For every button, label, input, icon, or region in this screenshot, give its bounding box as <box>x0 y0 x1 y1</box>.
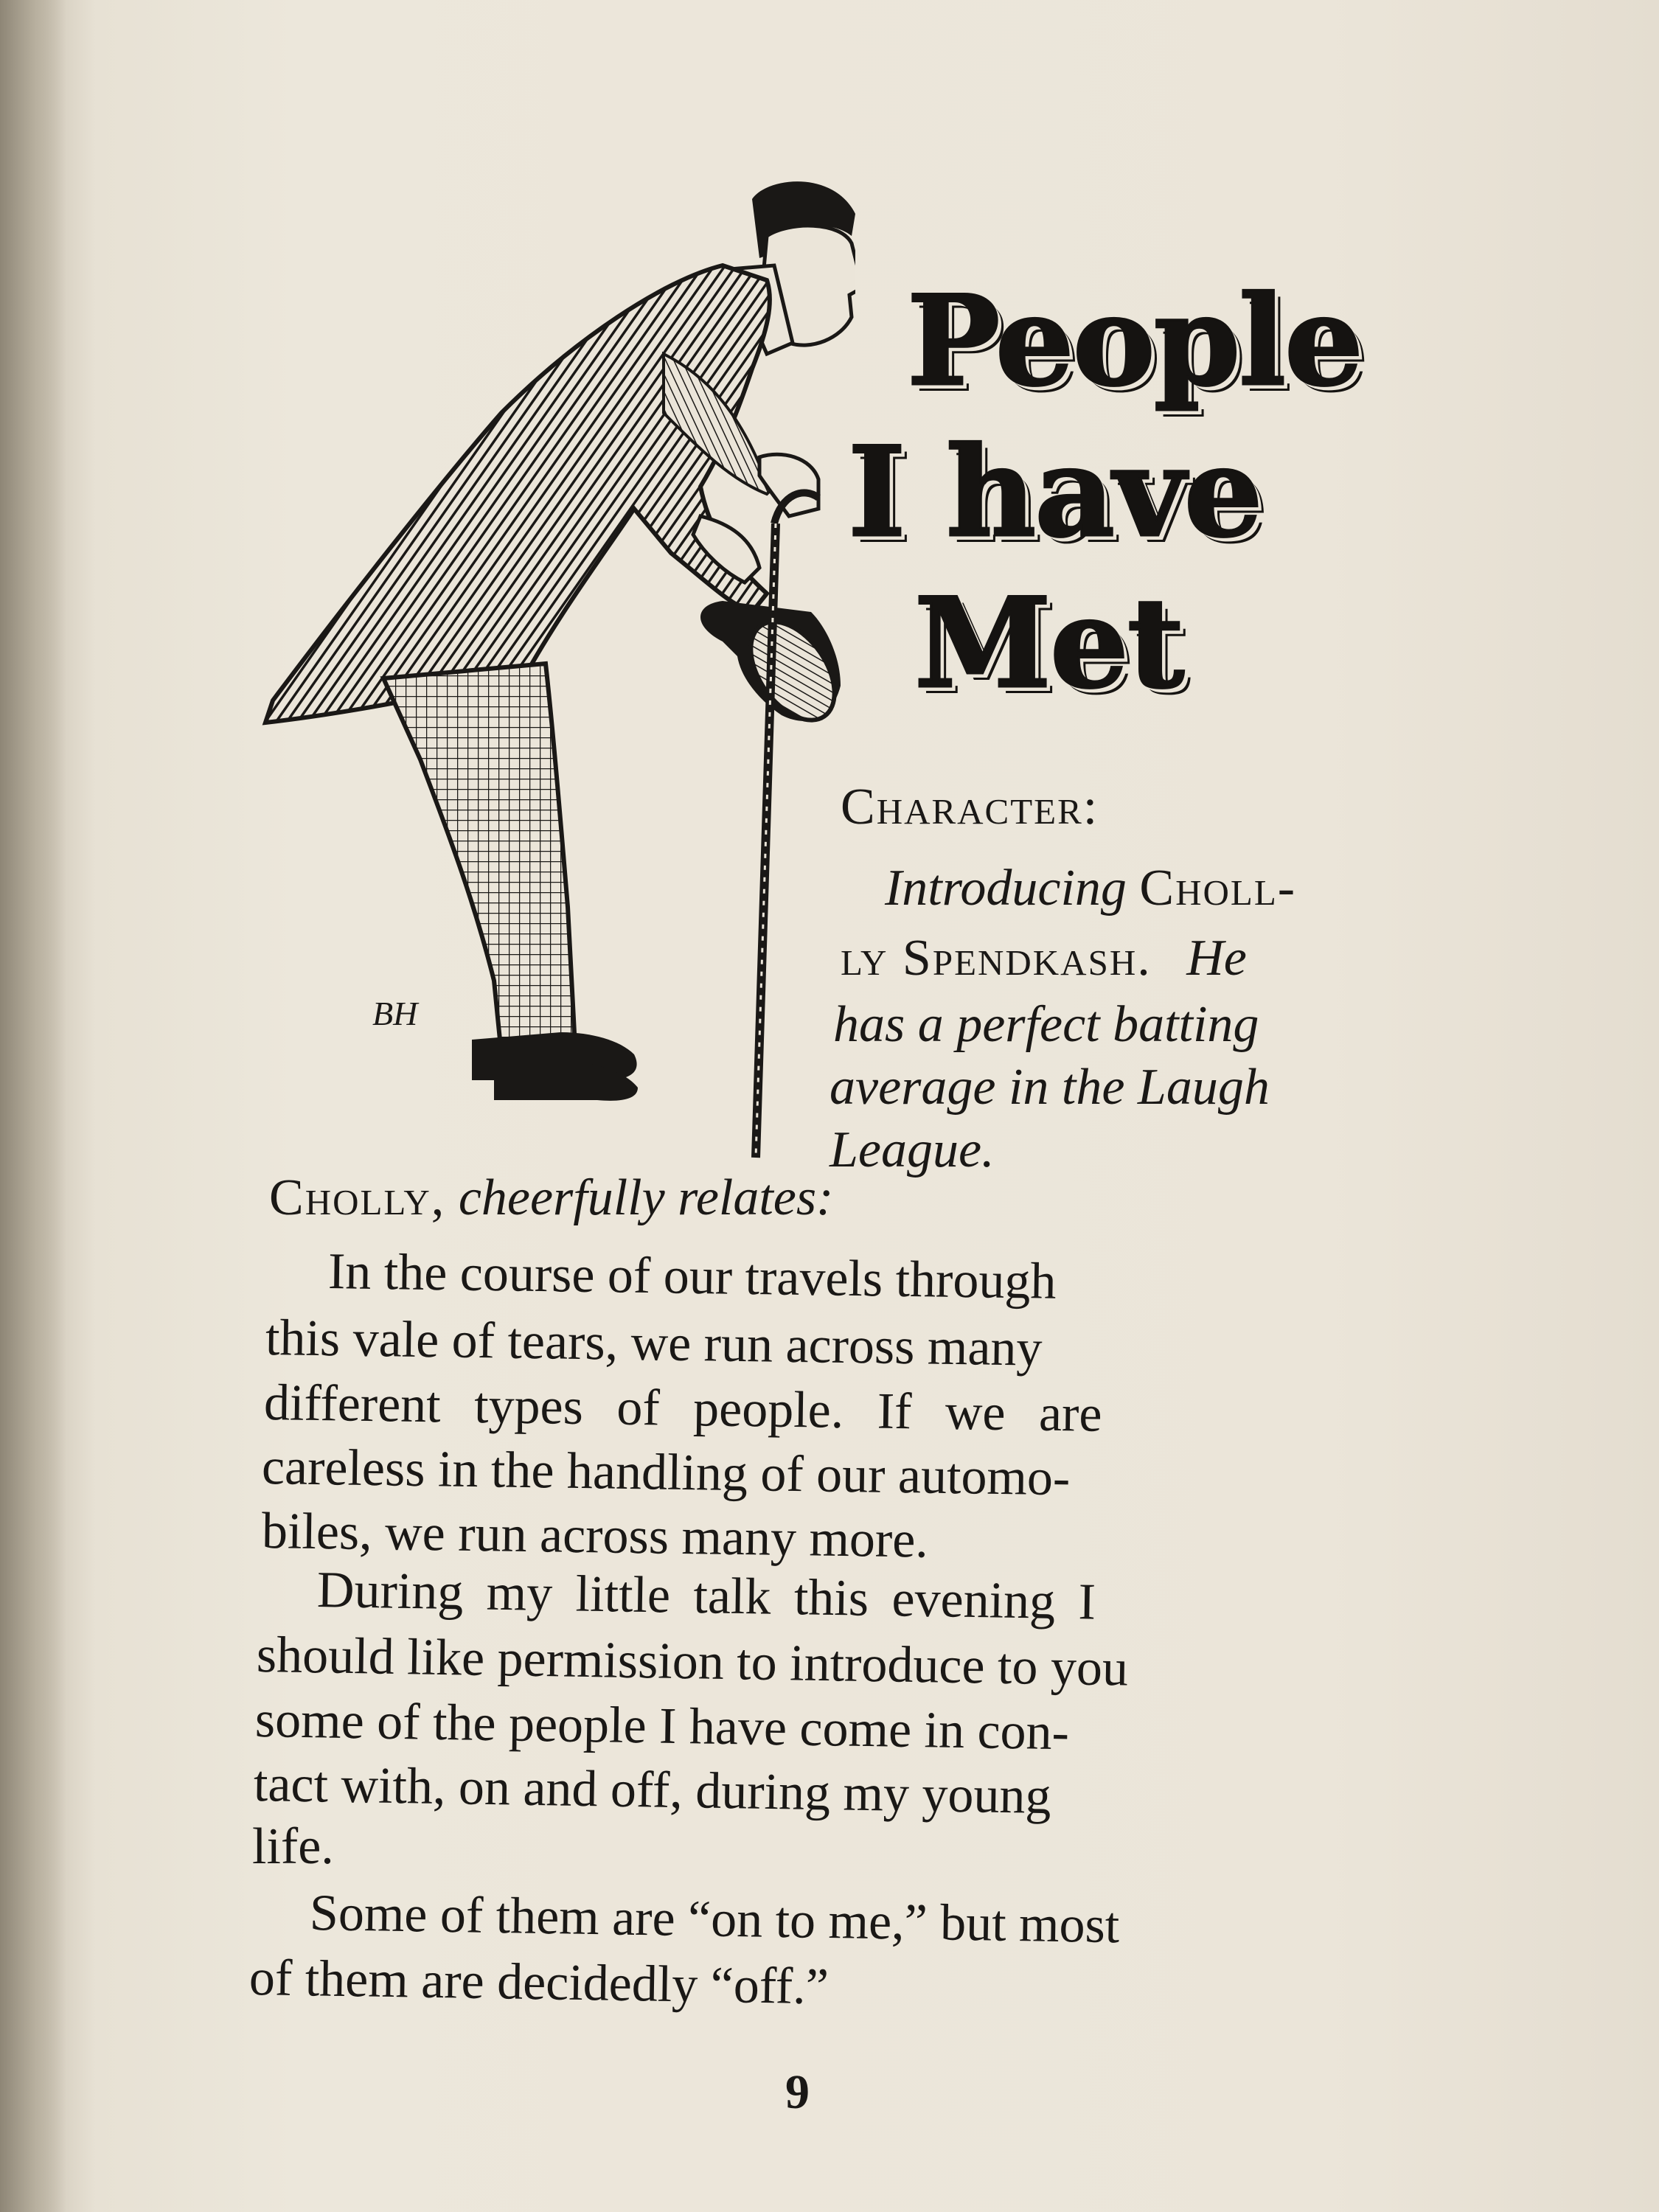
character-label: Character: <box>841 779 1099 835</box>
character-name-part1: Choll- <box>1139 860 1297 917</box>
chapter-title <box>841 265 1445 719</box>
paragraph-3-line-2: of them are decidedly “off.” <box>248 1950 830 2016</box>
hand-shape <box>759 454 818 516</box>
coat-shape <box>265 265 770 723</box>
intro-lead: Introducing <box>885 860 1127 917</box>
paragraph-1-line-1: In the course of our travels through <box>327 1243 1057 1310</box>
paragraph-2-line-2: should like permission to introduce to you <box>256 1627 1129 1697</box>
intro-line-2 <box>841 930 1247 987</box>
paragraph-2-line-3: some of the people I have come in con- <box>254 1691 1070 1761</box>
intro-line-3: has a perfect batting <box>833 996 1259 1053</box>
character-name-part2: ly Spendkash. <box>841 930 1152 987</box>
paragraph-1-line-5: biles, we run across many more. <box>261 1503 929 1569</box>
paragraph-2-line-1: During my little talk this evening I <box>316 1562 1096 1631</box>
intro-desc-1: He <box>1186 930 1247 987</box>
intro-line-5: League. <box>830 1121 995 1178</box>
speaker-line <box>269 1169 834 1226</box>
title-line-3: Met <box>914 569 1183 716</box>
bleed-through-header <box>383 71 1416 114</box>
paragraph-3-line-1: Some of them are “on to me,” but most <box>309 1885 1120 1955</box>
paragraph-1-line-3: different types of people. If we are <box>263 1374 1102 1443</box>
intro-line-4: average in the Laugh <box>830 1059 1270 1116</box>
paragraph-2-line-5: life. <box>252 1818 334 1875</box>
paragraph-1-line-2: this vale of tears, we run across many <box>265 1310 1043 1377</box>
speaker-name: Cholly, <box>269 1169 446 1226</box>
artist-signature: BH <box>372 995 418 1032</box>
gentleman-illustration <box>251 170 855 1172</box>
title-line-1: People <box>907 268 1362 414</box>
page-number: 9 <box>785 2065 810 2119</box>
intro-line-1 <box>885 860 1297 917</box>
paragraph-1-line-4: careless in the handling of our automo- <box>261 1439 1071 1507</box>
book-gutter-shadow <box>0 0 66 2212</box>
speaker-verb: cheerfully relates: <box>458 1169 834 1226</box>
title-line-2: I have <box>848 418 1262 565</box>
paragraph-2-line-4: tact with, on and off, during my young <box>253 1756 1052 1825</box>
